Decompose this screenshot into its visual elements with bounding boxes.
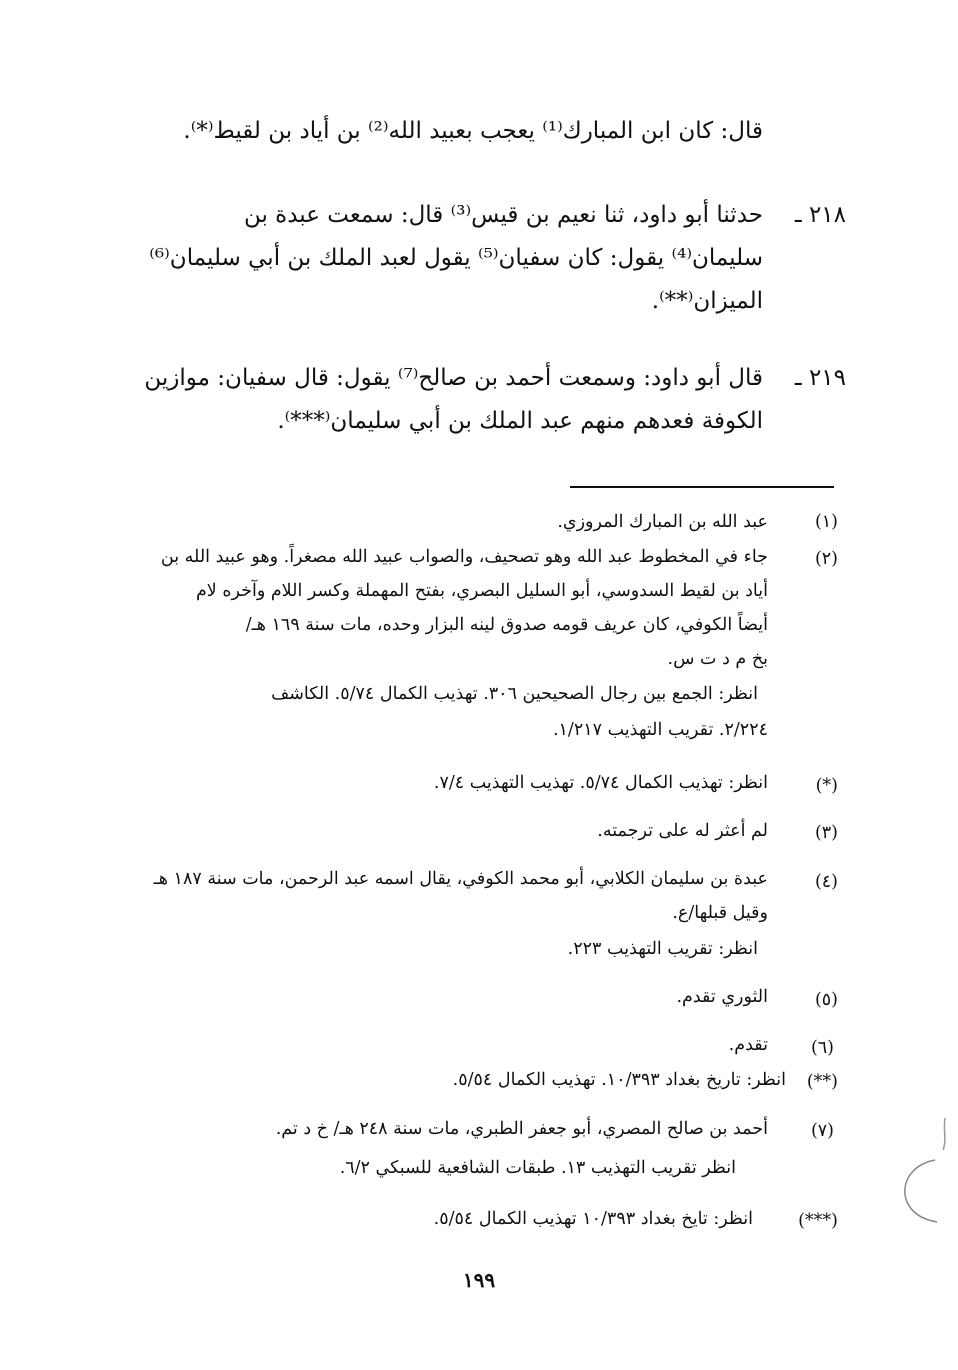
- footnote-7: أحمد بن صالح المصري، أبو جعفر الطبري، مات سنة ٢٤٨ هـ/ خ د تم.: [275, 1119, 768, 1139]
- footnote-2-ref-line-1: انظر: الجمع بين رجال الصحيحين ٣٠٦. تهذيب الكمال ٥/٧٤. الكاشف: [271, 684, 758, 704]
- footnote-marker-4: (٤): [814, 872, 838, 892]
- footnote-2-line-2: أياد بن لقيط السدوسي، أبو السليل البصري، بفتح المهملة وكسر اللام وآخره لام: [195, 581, 768, 601]
- hadith-number-218: ٢١٨ ـ: [794, 202, 846, 228]
- footnote-double-star: انظر: تاريخ بغداد ١٠/٣٩٣. تهذيب الكمال ٥/٥٤.: [452, 1070, 786, 1090]
- footnote-3: لم أعثر له على ترجمته.: [597, 821, 768, 841]
- footnote-4-line-2: وقيل قبلها/ع.: [672, 903, 768, 923]
- hadith-219-line-1: قال أبو داود: وسمعت أحمد بن صالح⁽⁷⁾ يقول: قال سفيان: موازين: [144, 365, 763, 391]
- footnote-separator: [570, 486, 834, 488]
- footnote-marker-6: (٦): [810, 1038, 834, 1058]
- footnote-star: انظر: تهذيب الكمال ٥/٧٤. تهذيب التهذيب ٧/٤.: [433, 773, 768, 793]
- hadith-219-line-2: الكوفة فعدهم منهم عبد الملك بن أبي سليمان⁽***⁾.: [277, 408, 763, 434]
- footnote-marker-2: (٢): [814, 549, 838, 569]
- footnote-2-line-1: جاء في المخطوط عبد الله وهو تصحيف، والصواب عبيد الله مصغراً. وهو عبيد الله بن: [160, 547, 768, 567]
- scan-artifact: [895, 1110, 955, 1240]
- footnote-marker-star: (*): [815, 776, 838, 796]
- footnote-triple-star: انظر: تايخ بغداد ١٠/٣٩٣ تهذيب الكمال ٥/٥٤.: [433, 1209, 753, 1229]
- footnote-marker-triple-star: (***): [798, 1211, 838, 1231]
- footnote-2-ref-line-2: ٢/٢٢٤. تقريب التهذيب ١/٢١٧.: [552, 720, 768, 740]
- footnote-marker-3: (٣): [814, 823, 838, 843]
- hadith-218: [103, 194, 763, 324]
- hadith-219: [103, 357, 763, 447]
- footnote-6: تقدم.: [728, 1035, 768, 1055]
- footnote-2-line-4: بخ م د ت س.: [667, 649, 768, 669]
- hadith-218-line-2: سليمان⁽⁴⁾ يقول: كان سفيان⁽⁵⁾ يقول لعبد الملك بن أبي سليمان⁽⁶⁾: [149, 245, 763, 271]
- footnote-marker-5: (٥): [814, 990, 838, 1010]
- footnote-7-reference: انظر تقريب التهذيب ١٣. طبقات الشافعية للسبكي ٦/٢.: [339, 1158, 736, 1178]
- footnote-4-reference: انظر: تقريب التهذيب ٢٢٣.: [567, 939, 758, 959]
- footnote-marker-7: (٧): [810, 1121, 834, 1141]
- footnote-4-line-1: عبدة بن سليمان الكلابي، أبو محمد الكوفي، يقال اسمه عبد الرحمن، مات سنة ١٨٧ هـ: [153, 869, 768, 889]
- main-paragraph-1: قال: كان ابن المبارك⁽¹⁾ يعجب بعبيد الله⁽²⁾ بن أياد بن لقيط⁽*⁾.: [183, 118, 763, 144]
- footnote-5: الثوري تقدم.: [676, 987, 768, 1007]
- hadith-218-line-3: الميزان⁽**⁾.: [651, 288, 763, 314]
- hadith-218-line-1: حدثنا أبو داود، ثنا نعيم بن قيس⁽³⁾ قال: سمعت عبدة بن: [243, 202, 763, 228]
- footnote-2-reference: [128, 677, 768, 749]
- footnote-1: عبد الله بن المبارك المروزي.: [557, 512, 768, 532]
- footnote-4: [88, 862, 768, 934]
- footnote-marker-1: (١): [814, 512, 838, 532]
- footnote-marker-double-star: (**): [806, 1072, 838, 1092]
- footnote-2-line-3: أيضاً الكوفي، كان عريف قومه صدوق لينه البزار وحده، مات سنة ١٦٩ هـ/: [245, 615, 768, 635]
- footnote-2: [118, 540, 768, 680]
- page-number: ١٩٩: [462, 1268, 496, 1292]
- hadith-number-219: ٢١٩ ـ: [794, 365, 846, 391]
